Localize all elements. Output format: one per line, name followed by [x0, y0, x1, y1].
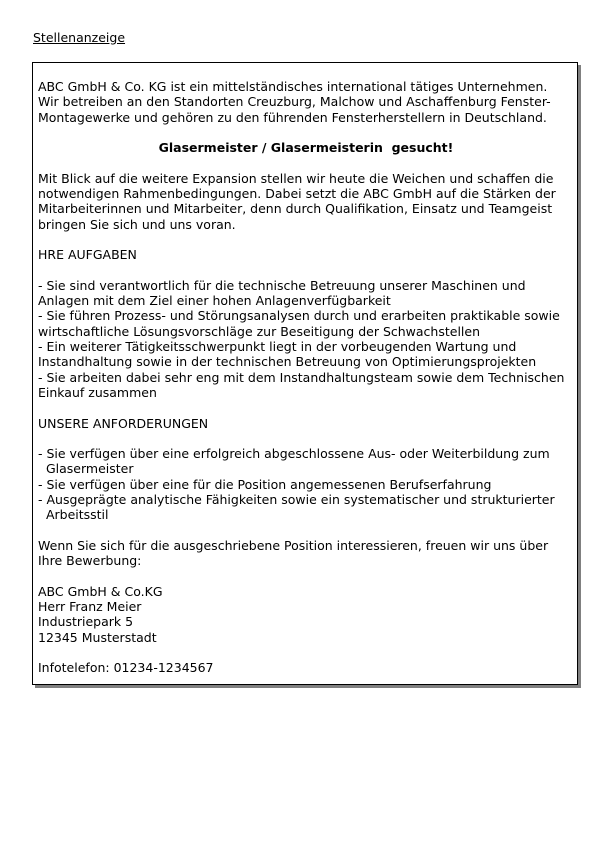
- expansion-line: Mitarbeiterinnen und Mitarbeiter, denn durch Qualifikation, Einsatz und Teamgeist: [38, 201, 553, 217]
- task-line: Einkauf zusammen: [38, 384, 157, 400]
- job-headline: Glasermeister / Glasermeisterin gesucht!: [158, 140, 454, 156]
- contact-city: 12345 Musterstadt: [38, 629, 157, 645]
- intro-line: ABC GmbH & Co. KG ist ein mittelständisches international tätiges Unternehmen.: [38, 79, 548, 94]
- task-line: - Ein weiterer Tätigkeitsschwerpunkt liegt in der vorbeugenden Wartung und: [38, 339, 517, 355]
- requirement-line: Glasermeister: [38, 461, 134, 477]
- expansion-line: Mit Blick auf die weitere Expansion stellen wir heute die Weichen und schaffen die: [38, 170, 554, 186]
- requirement-line: - Sie verfügen über eine für die Position angemessenen Berufserfahrung: [38, 476, 492, 492]
- page-title: Stellenanzeige: [33, 30, 126, 45]
- info-phone: Infotelefon: 01234-1234567: [38, 660, 214, 676]
- requirements-heading: UNSERE ANFORDERUNGEN: [38, 415, 209, 431]
- intro-line: Montagewerke und gehören zu den führenden Fensterherstellern in Deutschland.: [38, 109, 547, 125]
- task-line: - Sie sind verantwortlich für die technische Betreuung unserer Maschinen und: [38, 277, 526, 293]
- task-line: - Sie führen Prozess- und Störungsanalysen durch und erarbeiten praktikable sowie: [38, 308, 560, 324]
- application-line: Wenn Sie sich für die ausgeschriebene Position interessieren, freuen wir uns über: [38, 537, 549, 553]
- contact-company: ABC GmbH & Co.KG: [38, 583, 163, 599]
- contact-street: Industriepark 5: [38, 614, 134, 630]
- task-line: Anlagen mit dem Ziel einer hohen Anlagenverfügbarkeit: [38, 293, 391, 309]
- contact-person: Herr Franz Meier: [38, 599, 142, 615]
- job-ad-content: [38, 79, 578, 676]
- requirement-line: - Sie verfügen über eine erfolgreich abgeschlossene Aus- oder Weiterbildung zum: [38, 446, 550, 462]
- intro-line: Wir betreiben an den Standorten Creuzburg, Malchow und Aschaffenburg Fenster-: [38, 94, 551, 110]
- application-line: Ihre Bewerbung:: [38, 553, 142, 569]
- task-line: Instandhaltung sowie in der technischen Betreuung von Optimierungsprojekten: [38, 354, 537, 370]
- task-line: wirtschaftliche Lösungsvorschläge zur Beseitigung der Schwachstellen: [38, 323, 481, 339]
- job-ad-box: [32, 62, 578, 685]
- task-line: - Sie arbeiten dabei sehr eng mit dem Instandhaltungsteam sowie dem Technischen: [38, 369, 565, 385]
- expansion-line: notwendigen Rahmenbedingungen. Dabei setzt die ABC GmbH auf die Stärken der: [38, 186, 556, 202]
- requirement-line: - Ausgeprägte analytische Fähigkeiten sowie ein systematischer und strukturierter: [38, 492, 555, 508]
- requirement-line: Arbeitsstil: [38, 507, 109, 523]
- expansion-line: bringen Sie sich und uns voran.: [38, 216, 236, 232]
- tasks-heading: HRE AUFGABEN: [38, 247, 137, 263]
